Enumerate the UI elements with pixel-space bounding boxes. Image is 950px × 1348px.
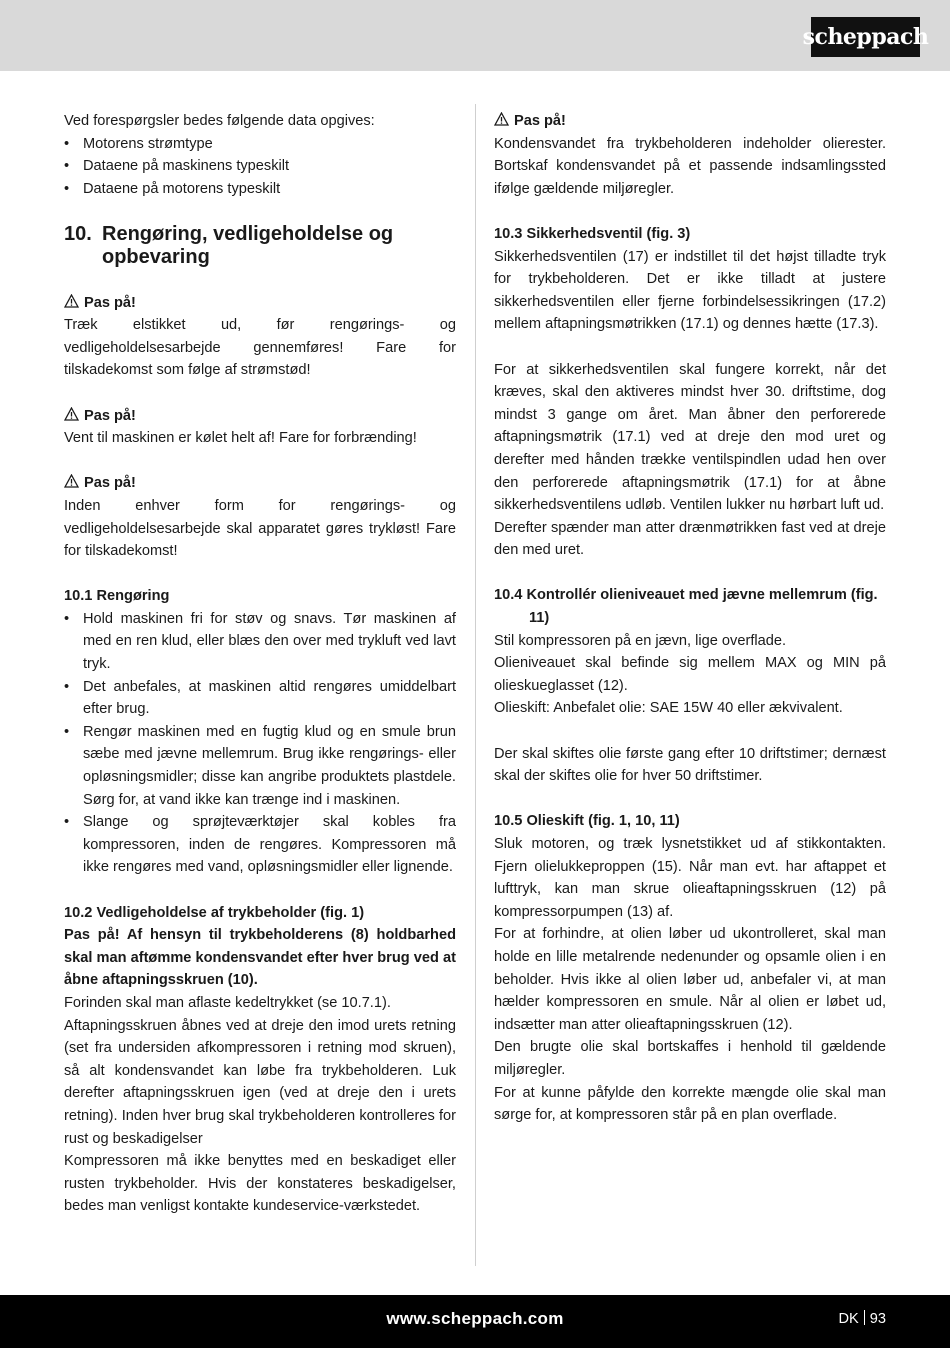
bold-warning-paragraph: Pas på! Af hensyn til trykbeholderens (8) holdbarhed skal man aftømme kondensvandet efter hver brug ved at åbne aftapningsskruen (10). [64, 927, 456, 989]
paragraph: For at sikkerhedsventilen skal fungere korrekt, når det kræves, skal den aktiveres mindst hver 30. driftstime, dog mindst 3 gange om året. Man åbner den perforerede aftapningsmøtrik (17.1) ved at dreje den mod uret og derefter med hånden trække ventilspindlen udad hen over den perforerede aftapningsmøtrik (17.1) for at åbne sikkerhedsventilens udløb. Ventilen lukker nu hørbart luft ud. [494, 361, 886, 514]
left-column [64, 110, 456, 1218]
paragraph: Forinden skal man aflaste kedeltrykket (se 10.7.1). [64, 994, 391, 1011]
paragraph: Aftapningsskruen åbnes ved at dreje den imod urets retning (set fra undersiden afkompressoren i retning mod skruen), så alt kondensvandet kan løbe fra trykbeholderen. Luk derefter aftapningsskruen igen (ved at dreje den i urets retning). Inden hver brug skal trykbeholderen kontrolleres for rust og beskadigelser [64, 1017, 456, 1147]
warning-text: Træk elstikket ud, før rengørings- og vedligeholdelsesarbejde gennemføres! Fare for tilskadekomst som følge af strømstød! [64, 317, 456, 379]
section-heading: 10.4 Kontrollér olieniveauet med jævne mellemrum (fig. 11) [494, 587, 878, 627]
section-heading: 10.3 Sikkerhedsventil (fig. 3) [494, 225, 691, 242]
intro-list [64, 133, 456, 201]
warning-triangle-icon [64, 407, 79, 421]
warning-heading: Pas på! [64, 292, 456, 315]
list-item: • Hold maskinen fri for støv og snavs. Tør maskinen af med en ren klud, eller blæs den over med trykluft ved lavt tryk. [64, 608, 456, 676]
paragraph: For at forhindre, at olien løber ud ukontrolleret, skal man holde en lille metalrende nedenunder og opsamle olien i en beholder. Hvis ikke al olien løber ud, anbefaler vi, at man hælder kompressoren en smule. Når al olien er løbet ud, indsætter man atter olieaftapningsskruen (12). [494, 926, 886, 1033]
cleaning-list [64, 608, 456, 879]
section-heading: 10.2 Vedligeholdelse af trykbeholder (fig. 1) [64, 904, 365, 921]
list-item: • Det anbefales, at maskinen altid rengøres umiddelbart efter brug. [64, 676, 456, 721]
paragraph: Sluk motoren, og træk lysnetstikket ud af stikkontakten. Fjern olielukkeproppen (15). Når man evt. har aftappet et lufttryk, kan man skrue olieaftapningsskruen (12) på kompressorpumpen (13) af. [494, 836, 886, 920]
paragraph: Stil kompressoren på en jævn, lige overflade. [494, 632, 787, 649]
scheppach-logo: scheppach [811, 17, 920, 57]
chapter-title: Rengøring, vedligeholdelse og opbevaring [102, 222, 394, 268]
warning-triangle-icon [64, 474, 79, 488]
warning-text: Kondensvandet fra trykbeholderen indeholder olierester. Bortskaf kondensvandet på et passende indsamlingssted ifølge gældende miljøregler. [494, 135, 886, 197]
right-column [494, 110, 886, 1127]
page-footer [0, 1295, 950, 1348]
warning-heading: Pas på! [64, 472, 456, 495]
paragraph: Kompressoren må ikke benyttes med en beskadiget eller rusten trykbeholder. Hvis der konstateres beskadigelser, bedes man venligst kontakte kundeservice-værkstedet. [64, 1153, 456, 1215]
warning-heading: Pas på! [64, 405, 456, 428]
list-item: • Motorens strømtype [64, 133, 456, 156]
warning-triangle-icon [64, 294, 79, 308]
list-item: • Dataene på maskinens typeskilt [64, 155, 456, 178]
section-heading: 10.1 Rengøring [64, 588, 170, 605]
paragraph: Derefter spænder man atter drænmøtrikken fast ved at dreje den med uret. [494, 519, 886, 559]
page-num: 93 [869, 1311, 886, 1327]
intro-text: Ved forespørgsler bedes følgende data opgives: [64, 113, 375, 129]
paragraph: For at kunne påfylde den korrekte mængde olie skal man sørge for, at kompressoren står på en plan overflade. [494, 1084, 886, 1124]
warning-text: Vent til maskinen er kølet helt af! Fare for forbrænding! [64, 430, 417, 447]
paragraph: Olieniveauet skal befinde sig mellem MAX og MIN på olieskueglasset (12). [494, 655, 886, 694]
section-heading: 10.5 Olieskift (fig. 1, 10, 11) [494, 813, 680, 830]
language-code: DK [838, 1311, 859, 1327]
website-link[interactable]: www.scheppach.com [386, 1309, 564, 1328]
warning-text: Inden enhver form for rengørings- og vedligeholdelsesarbejde skal apparatet gøres trykløst! Fare for tilskadekomst! [64, 497, 456, 560]
page-number [838, 1310, 886, 1327]
page-header [0, 0, 950, 71]
warning-heading: Pas på! [494, 110, 886, 133]
paragraph: Den brugte olie skal bortskaffes i henhold til gældende miljøregler. [494, 1039, 886, 1078]
paragraph: Sikkerhedsventilen (17) er indstillet til det højst tilladte tryk for trykbeholderen. Det er ikke tilladt at justere sikkerhedsventilen eller fjerne forbindelsessikringen (17.2) mellem aftapningsmøtrikken (17.1) og dennes hætte (17.3). [494, 248, 886, 333]
paragraph: Olieskift: Anbefalet olie: SAE 15W 40 eller ækvivalent. [494, 700, 843, 717]
chapter-number: 10. [64, 222, 92, 245]
list-item: • Slange og sprøjteværktøjer skal kobles fra kompressoren, inden de rengøres. Kompressoren må ikke rengøres med vand, opløsningsmidler eller lignende. [64, 811, 456, 879]
chapter-heading [64, 223, 456, 269]
column-divider [475, 104, 476, 1266]
list-item: • Rengør maskinen med en fugtig klud og en smule brun sæbe med jævne mellemrum. Brug ikke rengørings- eller opløsningsmidler; disse kan angribe produktets plastdele. Sørg for, at vand ikke kan trænge ind i maskinen. [64, 721, 456, 811]
warning-triangle-icon [494, 112, 509, 126]
paragraph: Der skal skiftes olie første gang efter 10 driftstimer; dernæst skal der skiftes olie for hver 50 driftstimer. [494, 745, 886, 785]
list-item: • Dataene på motorens typeskilt [64, 178, 456, 201]
